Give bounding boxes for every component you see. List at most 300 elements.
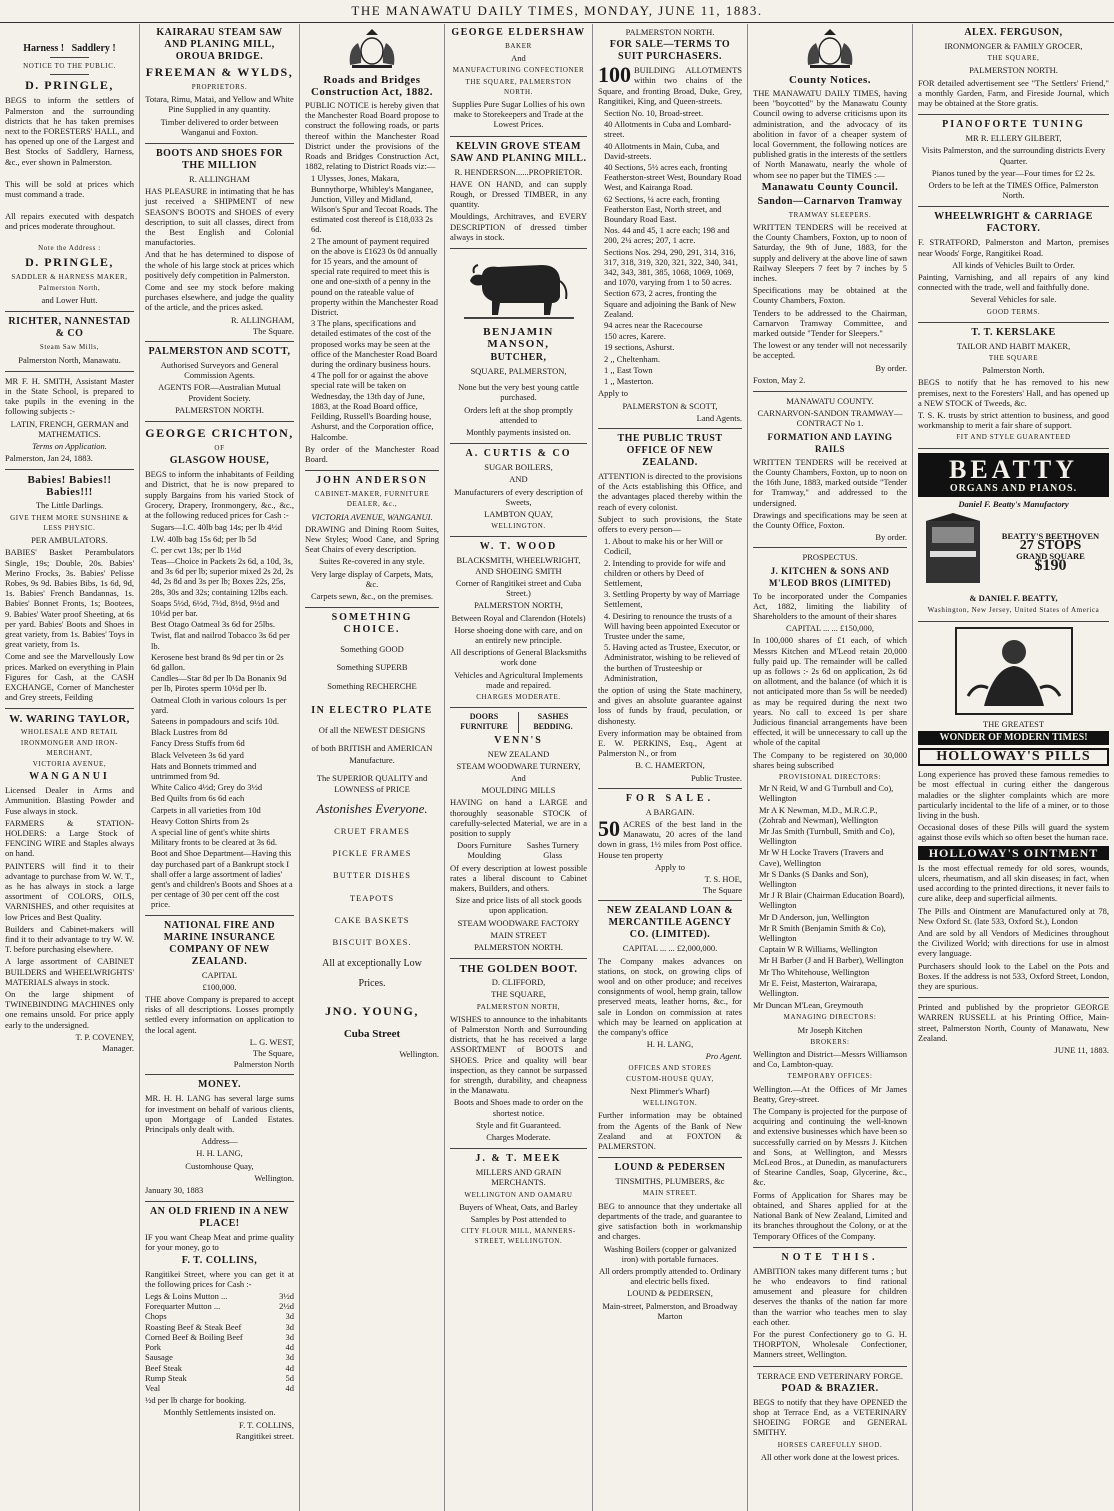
choice-heading: SOMETHING CHOICE. <box>331 612 413 636</box>
meek-location: WELLINGTON AND OAMARU <box>464 1190 573 1199</box>
meek-ad <box>450 1153 587 1251</box>
wheel-heading: WHEELWRIGHT & CARRIAGE FACTORY. <box>934 211 1093 235</box>
price-item: Corned Beef & Boiling Beef <box>145 1331 243 1342</box>
holloway-text-3: Is the most effectual remedy for old sores, wounds, ulcers, rheumatism, and all skin diseases; in fact, when used according to the printed directions, it never fails to cure alike, deep and superficial ailments. <box>918 862 1109 904</box>
clifford-text-3: Style and fit Guaranteed. <box>476 1119 561 1130</box>
trust-heading: THE PUBLIC TRUST OFFICE OF NEW ZEALAND. <box>617 432 723 468</box>
loan-text: The Company makes advances on stations, on stock, on growing clips of wool and on other produce; and receives consignments of wool, hemp grain, tallow preserved meats, leather horns, &c., for sale in London on commission at rates which may be learned on application at the company's office <box>598 955 742 1038</box>
roads-items <box>311 173 439 441</box>
roads-item: 3 The plans, specifications and detailed estimates of the cost of the proposed works may be seen at the office of the Manchester Road Board during the ordinary business hours. <box>311 318 438 370</box>
column-4 <box>445 24 593 1511</box>
taylor-text-2: FARMERS & STATION-HOLDERS: a Large Stock of FENCING WIRE and Staples always on hand. <box>5 817 134 859</box>
column-1 <box>0 24 140 1511</box>
crichton-text: BEGS to inform the inhabitants of Feilding and District, that he is now prepared to supply Bargains from his varied Stock of Grocery, Drapery, Ironmongery, &c., &c., at the following reduced prices for Cash :- <box>145 469 294 521</box>
doors-left: DOORS FURNITURE <box>450 712 519 732</box>
ps-text-2: AGENTS FOR—Australian Mutual Provident Society. <box>158 382 281 403</box>
pringle-text: BEGS to inform the settlers of Palmerston and the surrounding districts that he has taken premises next to the FORESTERS' HALL, and has opened up one of the Largest and Best Stocks of Saddlery, Harness, &c., ever shown in Palmerston. <box>5 95 134 167</box>
beatty-text: Daniel F. Beatty's Manufactory <box>958 498 1069 509</box>
venn-columns <box>450 840 587 860</box>
friend-heading: AN OLD FRIEND IN A NEW PLACE! <box>149 1206 290 1230</box>
sale-big-number: 100 <box>598 62 631 88</box>
column-6 <box>748 24 913 1511</box>
brokers: Wellington and District—Messrs Williamson and Co, Lambton-quay. <box>753 1049 907 1070</box>
manson-text-2: Orders left at the shop promptly attended to <box>464 404 573 425</box>
kerslake-text-2: T. S. K. trusts by strict attention to business, and good workmanship to merit a fair share of support. <box>918 410 1109 431</box>
palmerston-scott-heading: PALMERSTON AND SCOTT, <box>148 346 291 358</box>
fire-sign-3: Palmerston North <box>233 1059 294 1070</box>
holloway-text-2: Occasional doses of these Pills will guard the system against those evils which so often beset the human race. <box>918 822 1109 843</box>
piano-name: MR R. ELLERY GILBERT, <box>965 133 1062 144</box>
md-heading: MANAGING DIRECTORS: <box>783 1013 877 1022</box>
price-item: Forequarter Mutton ... <box>145 1301 221 1312</box>
anderson-text-2: Suites Re-covered in any style. <box>319 556 425 567</box>
lound-sub-2: MAIN STREET. <box>642 1189 698 1198</box>
holloway-text-5: And are sold by all Vendors of Medicines throughout the Civilized World; with directions for use in almost every language. <box>918 927 1109 959</box>
director-item: Mr S Danks (S Danks and Son), Wellington <box>759 868 869 889</box>
venn-text-2: Of every description at lowest possible rates a liberal discount to Cabinet makers, Builders, and others. <box>450 862 587 893</box>
price-value: 5d <box>285 1372 294 1383</box>
meek-text-2: Samples by Post attended to <box>470 1214 567 1225</box>
eldershaw-sub: BAKER <box>505 42 532 50</box>
roads-item: 1 Ulysses, Jones, Makara, Bunnythorpe, Whibley's Manganee, Junction, Villey and Midland, Wilson's Spur and Tecoat Roads. The estimated cost thereof is £18,033 2s 6d. <box>311 173 438 235</box>
stratford-text: F. STRATFORD, Palmerston and Marton, premises near Woods' Forge, Rangitikei Road. <box>918 237 1109 258</box>
eldershaw-ad <box>450 27 587 137</box>
trust-item: 1. About to make his or her Will or Codicil, <box>604 536 723 557</box>
public-trust-ad <box>598 433 742 789</box>
price-list-item: Soaps 5½d, 6½d, 7½d, 8½d, 9½d and 10½d per bar. <box>151 597 280 618</box>
curtis-text: Manufacturers of every description of Sweets, <box>454 486 583 507</box>
wood-sub: BLACKSMITH, WHEELWRIGHT, AND SHOEING SMITH <box>456 555 581 576</box>
pringle-location-2: and Lower Hutt. <box>41 295 98 306</box>
sale-apply: Apply to <box>598 388 628 399</box>
sale2-heading: FOR SALE. <box>625 792 715 804</box>
loan-location-3: Next Plimmer's Wharf) <box>630 1086 710 1097</box>
beatty-text-2: BEATTY'S BEETHOVEN <box>1001 530 1100 541</box>
ferguson-heading: ALEX. FERGUSON, <box>964 27 1063 38</box>
director-item: Mr A K Newman, M.D., M.R.C.P., (Zohrab and Newman), Wellington <box>759 804 879 825</box>
choice-2: Something SUPERB <box>336 662 408 673</box>
md-name: Mr Duncan M'Lean, Greymouth <box>753 1000 864 1011</box>
price-list-item: Sugars—I.C. 40lb bag 14s; per lb 4½d <box>151 522 283 533</box>
young-location: Cuba Street <box>343 1027 401 1040</box>
director-item: Mr Tho Whitehouse, Wellington <box>759 966 870 977</box>
crichton-heading: GEORGE CRICHTON, <box>145 426 294 441</box>
venn-sub-3: And <box>511 772 526 783</box>
holloway-text-4: The Pills and Ointment are Manufactured only at 78, New Oxford St. (late 533, Oxford St.), London <box>918 905 1109 926</box>
sale-item: 150 acres, Karere. <box>604 331 666 342</box>
price-list-item: Bed Quilts from 6s 6d each <box>151 793 245 804</box>
babies-heading: Babies! Babies!! Babies!!! <box>27 474 112 499</box>
freeman-heading: FREEMAN & WYLDS, <box>145 65 294 79</box>
curtis-heading: A. CURTIS & CO <box>465 448 572 460</box>
divider <box>50 57 89 58</box>
roads-text: PUBLIC NOTICE is hereby given that the Manchester Road Board propose to construct the following roads, or parts thereof within the Manchester Road District under the provisions of the Roads and Bridges Construction Act, 1882, relating to District Roads viz:— <box>305 100 439 172</box>
sale-item: Sections Nos. 294, 290, 291, 314, 316, 317, 318, 319, 320, 321, 322, 340, 341, 342, 343, 381, 385, 1068, 1069, 1069, and 1070, varying from 1 to 50 acres. <box>604 246 738 288</box>
taylor-sub: WHOLESALE AND RETAIL IRONMONGER AND IRON-MERCHANT, <box>20 728 119 757</box>
ferguson-location: THE SQUARE, <box>987 54 1040 63</box>
price-item: Beef Steak <box>145 1362 183 1373</box>
anderson-location: VICTORIA AVENUE, WANGANUI. <box>311 511 433 522</box>
sale-location: PALMERSTON NORTH. <box>625 27 715 37</box>
anderson-text-3: Very large display of Carpets, Mats, &c. <box>310 568 434 589</box>
vet-heading: TERRACE END VETERINARY FORGE. <box>757 1370 903 1381</box>
kitchen-capital: CAPITAL ... ... £150,000, <box>785 623 875 634</box>
price-item: Sausage <box>145 1352 173 1363</box>
price-list-item: Twist, flat and nailrod Tobacco 3s 6d per lb. <box>151 630 290 651</box>
collins-text-3: ½d per lb charge for booking. <box>145 1395 247 1406</box>
loan-text-2: Further information may be obtained from the Agents of the Bank of New Zealand and at FOXTON & PALMERSTON. <box>598 1110 742 1152</box>
sale2-name: T. S. HOE, <box>704 874 742 885</box>
venn-col-right: Sashes Turnery Glass <box>526 840 579 861</box>
boots-heading: BOOTS AND SHOES FOR THE MILLION <box>155 148 284 172</box>
beatty-ad <box>918 453 1109 622</box>
trust-sign-2: Public Trustee. <box>690 772 742 783</box>
sale-item: Nos. 44 and 45, 1 acre each; 198 and 200, 2¼ acres; 207, 1 acre. <box>604 225 730 246</box>
price-list-item: Teas—Choice in Packets 2s 6d, a 10d, 3s, and 3s 6d per lb; superior mixed 2s 2d, 2s 4d, 2s 8d and 3s per lb; Boxes 22s, 25s, 28s, 30s and 32s; containing 12lbs each. <box>151 555 294 597</box>
taylor-ad <box>5 713 134 1058</box>
price-item: Veal <box>145 1382 161 1393</box>
trust-sign: B. C. HAMERTON, <box>635 760 705 771</box>
fire-amount: £100,000. <box>202 981 237 992</box>
kitchen-prospectus <box>753 552 907 1247</box>
anderson-heading: JOHN ANDERSON <box>316 475 428 487</box>
richter-sub: Steam Saw Mills, <box>39 343 100 352</box>
allingham-sign-2: The Square. <box>252 325 294 336</box>
price-list-item: Carpets in all varieties from 10d <box>151 804 261 815</box>
saddlery-word: Saddlery ! <box>71 43 116 54</box>
meek-text: Buyers of Wheat, Oats, and Barley <box>459 1201 578 1212</box>
pringle-repairs: All repairs executed with despatch and prices moderate throughout. <box>5 211 134 232</box>
beatty-text-4: GRAND SQUARE <box>1016 551 1085 562</box>
collins-sign: F. T. COLLINS, <box>239 1419 294 1430</box>
plate-text-6: All at exceptionally Low <box>322 958 422 970</box>
choice-3: Something RECHERCHE <box>327 680 417 691</box>
young-name: JNO. YOUNG, <box>325 1003 419 1018</box>
kelvin-proprietor: R. HENDERSON......PROPRIETOR. <box>454 166 583 177</box>
sale-item: 62 Sections, ¼ acre each, fronting Featherston East, North street, and Boundary Road East. <box>604 193 722 225</box>
price-item: Chops <box>145 1311 167 1322</box>
county-notices <box>753 27 907 392</box>
wood-location-2: PALMERSTON NORTH, <box>474 600 563 611</box>
wood-location: Corner of Rangitikei street and Cuba Street.) <box>455 577 582 599</box>
price-list-item: Oatmeal Cloth in various colours 1s per yard. <box>151 694 287 715</box>
sale-heading: FOR SALE—TERMS TO SUIT PURCHASERS. <box>609 39 731 63</box>
director-item: Mr H Barber (J and H Barber), Wellington <box>759 955 904 966</box>
sale-agent: PALMERSTON & SCOTT, <box>622 400 718 411</box>
piano-ad <box>918 119 1109 207</box>
trust-item: 2. Intending to provide for wife and children or others by Deed of Settlement, <box>604 557 726 588</box>
palmerston-scott-ad <box>145 346 294 422</box>
sale-agent-2: Land Agents. <box>696 412 742 423</box>
vet-ad <box>753 1371 907 1468</box>
price-value: 4d <box>285 1362 294 1373</box>
crichton-sub: OF <box>214 444 225 453</box>
wood-location-3: Between Royal and Clarendon (Hotels) <box>451 612 586 623</box>
price-list-item: Black Velveteen 3s 6d yard <box>151 749 244 760</box>
director-item: Mr J R Blair (Chairman Education Board), Wellington <box>759 890 905 911</box>
organ-icon <box>918 511 988 591</box>
holloway-ointment: HOLLOWAY'S OINTMENT <box>918 846 1109 860</box>
allingham-sign: R. ALLINGHAM, <box>230 314 294 325</box>
lang-name: H. H. LANG, <box>196 1148 243 1159</box>
sale-item: 1 ,, East Town <box>604 364 653 375</box>
director-item: Mr Jas Smith (Turnbull, Smith and Co), Wellington <box>759 825 895 847</box>
price-value: 3d <box>285 1331 294 1342</box>
smith-text: MR F. H. SMITH, Assistant Master in the State School, is prepared to take pupils in the evening in the following subjects :- <box>5 375 134 417</box>
price-list-item: Fancy Dress Stuffs from 6d <box>151 738 245 749</box>
price-row <box>145 1322 294 1332</box>
taylor-sign: T. P. COVENEY, <box>75 1031 134 1042</box>
ferguson-location-2: PALMERSTON NORTH. <box>969 65 1058 76</box>
column-5 <box>593 24 748 1511</box>
fire-sign-2: The Square, <box>252 1048 294 1059</box>
curtis-location-2: WELLINGTON. <box>491 522 546 531</box>
sale-item: 40 Allotments in Cuba and Lombard-street. <box>604 119 732 140</box>
loan-location-4: WELLINGTON. <box>642 1099 698 1108</box>
stratford-ad <box>918 211 1109 322</box>
beatty-details <box>992 530 1109 575</box>
kitchen-text-5: Forms of Application for Shares may be obtained, and Shares applied for at the National Bank of New Zealand, Limited and its branches throughout the Colony, or at the Temporary Offices of the Company. <box>753 1189 907 1241</box>
roads-ad <box>305 27 439 471</box>
price-list-item: Sateens in pompadours and scifs 10d. <box>151 715 279 726</box>
curtis-sub: SUGAR BOILERS, <box>484 462 553 473</box>
plate-item: CAKE BASKETS <box>334 914 410 925</box>
meek-location-2: CITY FLOUR MILL, MANNERS-STREET, WELLINGTON. <box>461 1227 576 1246</box>
price-list-item: Kerosene best brand 8s 9d per tin or 2s 6d gallon. <box>151 651 284 672</box>
price-list-item: A special line of gent's white shirts Military fronts to be cleared at 3s 6d. <box>151 826 278 848</box>
kitchen-text-2: In 100,000 shares of £1 each, of which Messrs Kitchen and M'Leod retain 20,000 fully paid up. The remainder will be called up as follows :- 2s 6d on application, 2s 6d on allotment, and the balance (of which it is not anticipated more than 5s will be needed) as may be required during the next two years. No call to exceed 1s per share Judicious financial arrangements have been effected, it will be unnecessary to call up the whole of the capital <box>753 635 907 748</box>
collins-text-2: Rangitikei Street, where you can get it at the following prices for Cash :- <box>145 1268 294 1289</box>
anderson-text-4: Carpets sewn, &c., on the premises. <box>310 590 434 601</box>
note-address: Note the Address : <box>38 243 101 252</box>
county2-heading: MANAWATU COUNTY. <box>786 396 874 407</box>
temp-text: Wellington.—At the Offices of Mr James Beatty, Grey-street. <box>753 1083 907 1104</box>
manson-heading: BENJAMIN MANSON, <box>483 326 554 351</box>
loan-location-2: CUSTOM-HOUSE QUAY, <box>626 1074 714 1083</box>
sale-item: 40 Sections, 5½ acres each, fronting Featherston-street West, Boundary Road West, and Kairanga Road. <box>604 162 742 193</box>
sale2-text: ACRES of the best land in the Manawatu, 20 acres of the land down in grass, 1½ miles from Post office. House ten property <box>598 819 742 860</box>
stratford-text-3: Painting, Varnishing, and all repairs of any kind connected with the trade, well and faithfully done. <box>918 272 1109 293</box>
stratford-text-5: GOOD TERMS. <box>986 307 1041 316</box>
note-ad <box>753 1252 907 1367</box>
doors-banner <box>450 712 587 732</box>
pringle-title: SADDLER & HARNESS MAKER, <box>11 272 128 281</box>
richter-location: Palmerston North, Manawatu. <box>18 354 121 365</box>
wood-text-3: Vehicles and Agricultural Implements made and repaired. <box>454 669 583 690</box>
price-value: 4d <box>285 1382 294 1393</box>
freeman-sub: PROPRIETORS. <box>191 83 248 91</box>
kelvin-heading: KELVIN GROVE STEAM SAW AND PLANING MILL. <box>450 140 587 164</box>
price-value: 2½d <box>279 1301 294 1312</box>
ps-location: PALMERSTON NORTH. <box>175 404 264 415</box>
kitchen-text-3: The Company to be registered on 30,000 shares being subscribed <box>753 749 907 770</box>
fire-text: THE above Company is prepared to accept risks of all descriptions. Losses promptly settled every information on application to the local agent. <box>145 994 294 1035</box>
kerslake-ad <box>918 327 1109 449</box>
manson-sub: BUTCHER, <box>490 352 547 364</box>
freeman-ad <box>145 27 294 144</box>
kerslake-text: BEGS to notify that he has removed to his new premises, next to the Foresters' Hall, and has opened up a NEW STOCK of Tweeds, &c. <box>918 377 1109 408</box>
columns <box>0 24 1114 1511</box>
richter-heading: RICHTER, NANNESTAD & CO <box>8 316 131 340</box>
venn-factory-3: PALMERSTON NORTH. <box>474 941 563 952</box>
brokers-heading: BROKERS: <box>810 1037 850 1046</box>
smith-subjects: LATIN, FRENCH, GERMAN and MATHEMATICS. <box>10 418 129 439</box>
plate-item: TEAPOTS <box>349 892 395 903</box>
clifford-text-4: Charges Moderate. <box>486 1132 551 1143</box>
venn-sub: NEW ZEALAND <box>487 748 550 759</box>
price-row <box>145 1383 294 1393</box>
lound-location: Main-street, Palmerston, and Broadway Marton <box>602 1300 738 1321</box>
wood-sign: CHARGES MODERATE. <box>476 692 561 701</box>
plate-items <box>305 826 439 947</box>
money-heading: MONEY. <box>198 1079 241 1091</box>
crichton-price-list <box>151 522 294 909</box>
note-text-2: For the purest Confectionery go to G. H. THORPTON, Wholesale Confectioner, Manners street, Wellington. <box>753 1328 907 1360</box>
trust-text-4: Every information may be obtained from E. W. PERKINS, Esq., Agent at Palmerston N., or from <box>598 727 742 759</box>
roads-item: 4 The poll for or against the above special rate will be taken on Wednesday, the 13th day of June, 1883, at the Road Board office, Feilding, Russell's Boarding house, Ashurst, and the Corporation office, Halcombe. <box>311 370 434 442</box>
venn-ad <box>450 712 587 959</box>
roads-heading: Roads and Bridges Construction Act, 1882. <box>310 74 434 98</box>
sale-text: BUILDING ALLOTMENTS within two chains of the Square, and fronting Broad, Duke, Grey, Rangitikei, King, and Queen-streets. <box>598 65 742 106</box>
tram-heading: Sandon—Carnarvon Tramway <box>757 195 903 207</box>
sale-item: Section No. 10, Broad-street. <box>604 108 704 119</box>
money-ad <box>145 1079 294 1202</box>
prospectus-heading: PROSPECTUS. <box>802 552 858 563</box>
babies-sub-3: PER AMBULATORS. <box>31 535 108 546</box>
manson-text: None but the very best young cattle purchased. <box>458 382 579 403</box>
taylor-sign-2: Manager. <box>102 1043 134 1054</box>
piano-heading: PIANOFORTE TUNING <box>942 119 1085 131</box>
loan-location: OFFICES AND STORES <box>628 1063 712 1072</box>
lound-text-2: Washing Boilers (copper or galvanized iron) with portable furnaces. <box>603 1243 737 1264</box>
allingham-text-3: Come and see my stock before making purchases elsewhere, and judge the quality of the article, and the prices asked. <box>145 282 294 313</box>
royal-arms-icon <box>342 27 402 71</box>
allingham-text-2: And that he has determined to dispose of the whole of his large stock at prices which positively defy competition in Palmerston. <box>145 249 294 280</box>
lang-date: January 30, 1883 <box>145 1185 204 1196</box>
allingham-name: R. ALLINGHAM <box>189 174 250 185</box>
director-item: Captain W R Williams, Wellington <box>759 944 878 955</box>
collins-name: F. T. COLLINS, <box>181 1254 258 1266</box>
trust-item: 3. Settling Property by way of Marriage Settlement, <box>604 589 740 610</box>
bull-icon <box>464 253 574 323</box>
sale-item: Section 673, 2 acres, fronting the Square and adjoining the Bank of New Zealand. <box>604 288 737 319</box>
kitchen-heading: J. KITCHEN & SONS AND M'LEOD BROS (LIMITED) <box>768 565 891 588</box>
loan-capital: CAPITAL ... ... £2,000,000. <box>622 943 718 954</box>
manson-text-3: Monthly payments insisted on. <box>466 427 571 438</box>
imprint-text: Printed and published by the proprietor GEORGE WARREN RUSSELL at his Printing Office, Main-street, Palmerston North, County of Manawatu, New Zealand. <box>918 1002 1109 1043</box>
lang-location: Customhouse Quay, <box>185 1160 254 1171</box>
boot-heading: THE GOLDEN BOOT. <box>459 963 578 976</box>
price-list-item: White Calico 4½d; Grey do 3½d <box>151 782 263 793</box>
sale-item: 2 ,, Cheltenham. <box>604 353 660 364</box>
plate-heading: IN ELECTRO PLATE <box>311 704 433 716</box>
venn-col-left: Doors Furniture Moulding <box>456 840 512 861</box>
collins-text-4: Monthly Settlements insisted on. <box>163 1407 276 1418</box>
freeman-text: Totara, Rimu, Matai, and Yellow and White Pine Supplied in any quantity. <box>145 94 294 115</box>
trust-items <box>604 536 742 683</box>
trust-text-2: Subject to such provisions, the State offers to every person— <box>598 513 742 534</box>
wood-text: Horse shoeing done with care, and on an entirely new principle. <box>454 624 583 645</box>
holloway-ad <box>918 626 1109 999</box>
beatty-illustrations <box>918 511 1109 591</box>
sale2-apply: Apply to <box>655 861 685 872</box>
price-row <box>145 1301 294 1311</box>
council-heading: Manawatu County Council. <box>761 181 899 193</box>
formation-text: WRITTEN TENDERS will be received at the County Chambers, Foxton, up to noon on the 16th June, 1883, marked outside "Tender for Tramway," and addressed to the undersigned. <box>753 456 907 508</box>
price-row <box>145 1291 294 1301</box>
note-text: AMBITION takes many different turns ; but he who endeavors to find rational amusement and pleasure for children deserves the thanks of the nation far more than the warrior who teaches men to slay each other. <box>753 1265 907 1327</box>
young-ad <box>305 612 439 1064</box>
holloway-text-6: Purchasers should look to the Label on the Pots and Boxes. If the address is not 533, Oxford Street, London, they are spurious. <box>918 960 1109 991</box>
allingham-text: HAS PLEASURE in intimating that he has just received a SHIPMENT of new SEASON'S BOOTS and SHOES of every description, to suit all classes, direct from the Best English and Colonial manufactories. <box>145 186 294 248</box>
eldershaw-sub-2: And <box>511 53 526 64</box>
kitchen-text: To be incorporated under the Companies Act, 1882, limiting the liability of Shareholders to the amount of their shares <box>753 590 907 621</box>
pringle-name-2: D. PRINGLE, <box>25 254 114 269</box>
venn-factory: STEAM WOODWARE FACTORY <box>457 917 580 928</box>
venn-text: HAVING on hand a LARGE and thoroughly seasonable STOCK of carefully-selected Material, we are in a position to supply <box>450 797 587 838</box>
fire-insurance-ad <box>145 920 294 1076</box>
sale-item: 1 ,, Masterton. <box>604 376 654 387</box>
price-row <box>145 1373 294 1383</box>
price-list-item: Boot and Shoe Department—Having this day purchased part of a Bankrupt stock I shall offer a large assortment of ladies' gent's and children's Boots and Shoes at a per centage of 30 per cent off the cost price. <box>151 848 293 910</box>
directors-heading: PROVISIONAL DIRECTORS: <box>778 772 882 781</box>
price-value: 3d <box>285 1311 294 1322</box>
holloway-emblem-icon <box>954 626 1074 716</box>
clifford-location-2: PALMERSTON NORTH, <box>476 1002 561 1011</box>
plate-item: BISCUIT BOXES. <box>332 936 412 947</box>
temp-heading: TEMPORARY OFFICES: <box>787 1072 873 1081</box>
pringle-name: D. PRINGLE, <box>25 78 114 93</box>
lound-sign: LOUND & PEDERSEN, <box>627 1288 713 1299</box>
sleepers-text-3: Tenders to be addressed to the Chairman, Carnarvon Tramway Committee, and marked outside "Tender for Sleepers." <box>753 307 907 339</box>
price-row <box>145 1363 294 1373</box>
vet-text-2: All other work done at the lowest prices. <box>760 1451 900 1462</box>
taylor-text-3: PAINTERS will find it to their advantage to purchase from W. W. T., as he has always in stock a large assortment of COLORS, OILS, VARNISHES, and other requisites at low Prices and Best Quality. <box>5 860 134 922</box>
price-list-item: Heavy Cotton Shirts from 2s <box>151 815 249 826</box>
director-item: Mr W H Locke Travers (Travers and Cave), Wellington <box>759 847 884 868</box>
contract-heading: CARNARVON-SANDON TRAMWAY—CONTRACT No 1. <box>757 408 903 429</box>
ferguson-sub: IRONMONGER & FAMILY GROCER, <box>944 41 1083 51</box>
sleepers-text-2: Specifications may be obtained at the County Chambers, Foxton. <box>753 285 907 306</box>
price-value: 4d <box>285 1342 294 1353</box>
clifford-name: D. CLIFFORD, <box>491 977 546 988</box>
piano-text-3: Orders to be left at the TIMES Office, Palmerston North. <box>928 180 1099 201</box>
sale-items <box>604 108 742 386</box>
trust-item: 4. Desiring to renounce the trusts of a Will having been appointed Executor or Trustee under the same, <box>604 610 740 641</box>
choice-1: Something GOOD <box>340 644 404 655</box>
eldershaw-sub-3: MANUFACTURING CONFECTIONER <box>452 66 585 75</box>
price-list-item: Candles—Star 8d per lb Da Bonanix 9d per lb, Pirotes sperm 10½d per lb. <box>151 673 287 694</box>
kelvin-text-2: Mouldings, Architraves, and EVERY DESCRIPTION of dressed timber always in stock. <box>450 211 587 242</box>
formation-sign: By order. <box>875 532 907 543</box>
price-item: Legs & Loins Mutton ... <box>145 1291 228 1302</box>
directors-list <box>759 783 907 998</box>
vet-name: POAD & BRAZIER. <box>781 1382 879 1394</box>
taylor-text-5: A large assortment of CABINET BUILDERS and WHEELWRIGHTS' MATERIALS always in stock. <box>5 956 134 987</box>
stratford-text-2: All kinds of Vehicles Built to Order. <box>952 259 1075 270</box>
sale2-big-number: 50 <box>598 816 620 841</box>
babies-text: BABIES' Basket Perambulators Single, 19s; Double, 20s. Babies' Merino Frocks, 3s. Babies' Pelisse Robes, 9s 9d. Babies Bibs, 1s 6d, 9d, 1s. Babies' French Bandannas, 1s. Babies' Bonnet Fronts, 1s; Bootees, 9. Babies' Water proof Sheeting, at 6s per yard. Babies' Boots and Shoes in great variety, from 1s. Babies' Toys in great variety, from 1s. <box>5 547 134 650</box>
harness-heading <box>5 44 134 54</box>
crichton-sub-2: GLASGOW HOUSE, <box>169 455 270 467</box>
formation-text-2: Drawings and specifications may be seen at the County Office, Foxton. <box>753 509 907 530</box>
ferguson-text: FOR detailed advertisement see "The Settlers' Friend," a monthly Garden, Farm, and Fireside Journal, which may be obtained at the Store gratis. <box>918 77 1109 109</box>
column-2 <box>140 24 300 1511</box>
ps-text: Authorised Surveyors and General Commission Agents. <box>160 360 279 381</box>
price-value: 3d <box>285 1321 294 1332</box>
price-list-item: Black Lustres from 8d <box>151 727 228 738</box>
royal-arms-icon <box>800 27 860 71</box>
